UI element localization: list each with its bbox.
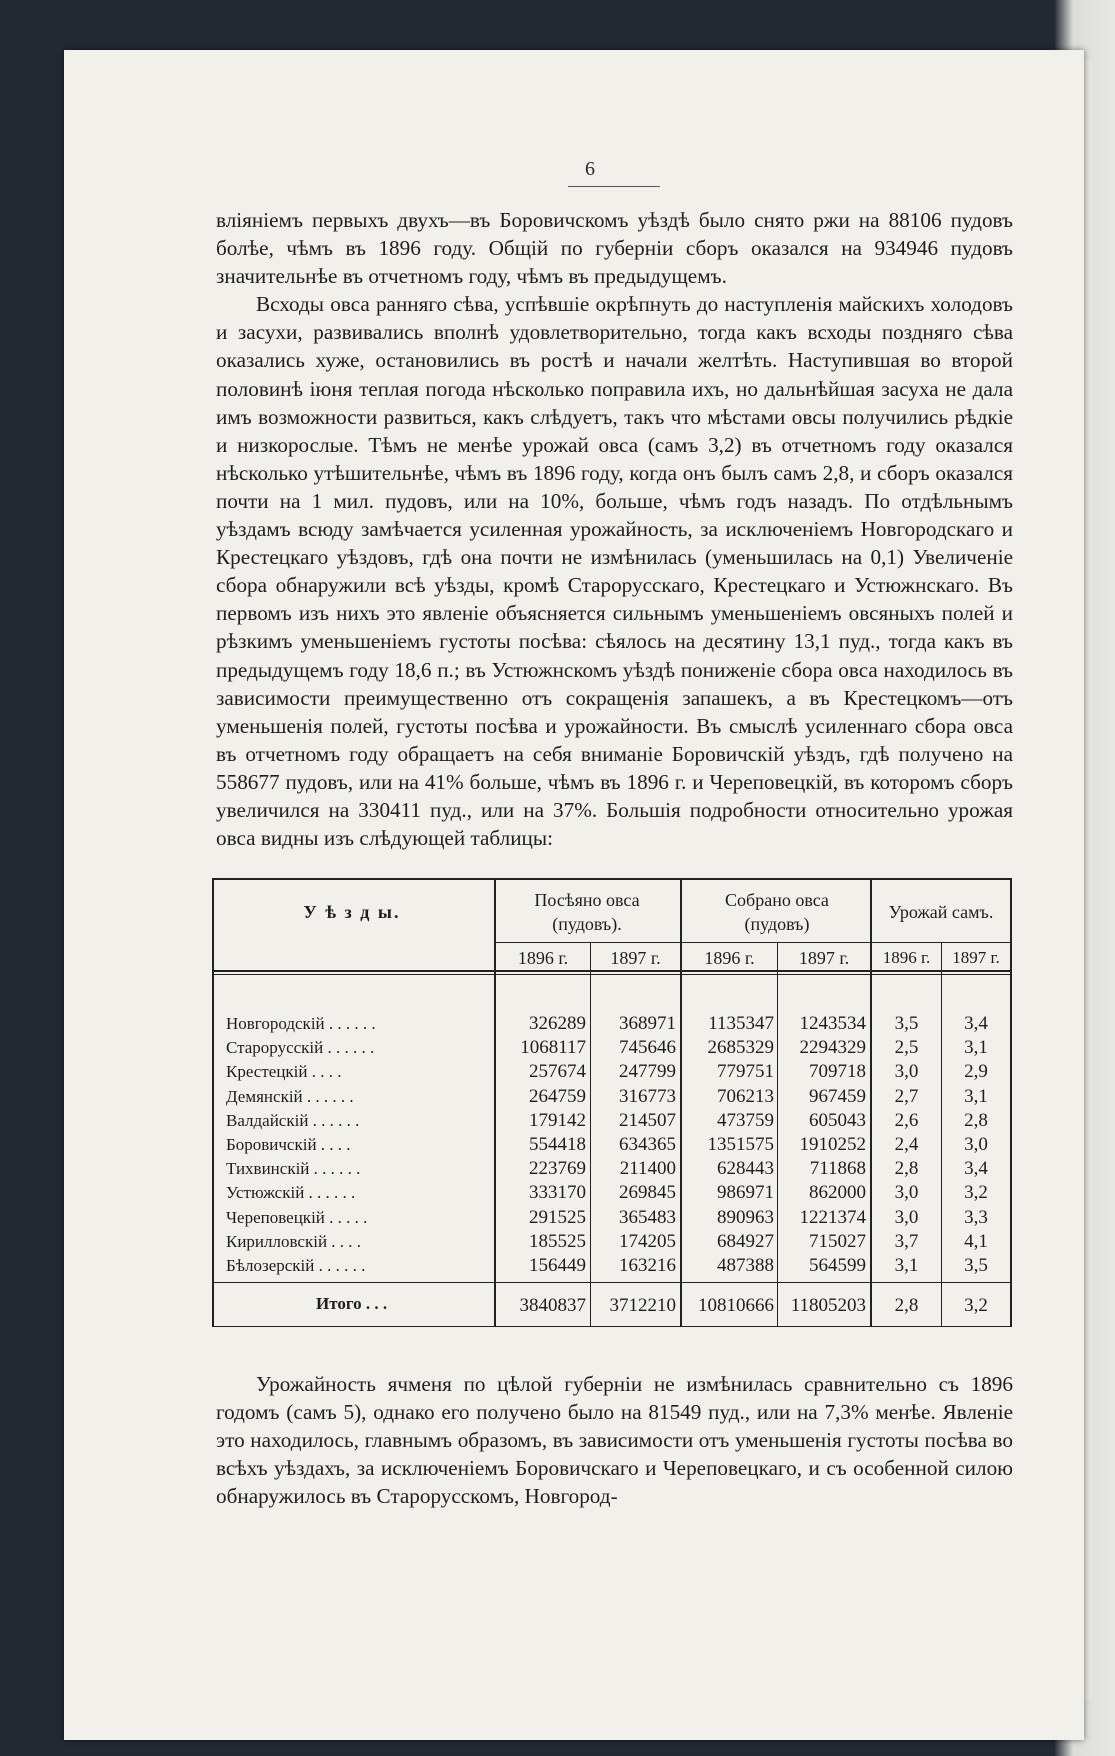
header-collected-1896: 1896 г. [704,948,755,968]
cell-y96: 2,4 [894,1134,919,1155]
row-district-name: Устюжскій . . . . . . [226,1183,356,1203]
cell-c96: 473759 [717,1109,774,1131]
cell-s96: 264759 [529,1085,586,1107]
page-number: 6 [585,158,595,180]
cell-y97: 3,0 [964,1134,988,1155]
cell-c96: 1135347 [708,1013,774,1034]
row-district-name: Старорусскій . . . . . . [226,1038,375,1058]
header-sown-1896: 1896 г. [517,948,569,968]
cell-s97: 174205 [619,1230,676,1252]
total-yield-1897: 3,2 [964,1295,988,1316]
cell-y97: 3,1 [964,1085,988,1107]
cell-s97: 745646 [619,1037,676,1059]
row-district-name: Боровичскій . . . . [226,1135,351,1154]
cell-y96: 3,1 [894,1255,919,1276]
cell-s97: 269845 [619,1182,676,1204]
row-district-name: Кирилловскій . . . . [226,1231,362,1251]
header-sown-1897: 1897 г. [610,948,661,968]
cell-c96: 2685329 [707,1037,774,1059]
header-collected: Собрано овса (пудовъ) [725,890,829,934]
cell-s96: 185525 [529,1230,586,1252]
cell-c97: 715027 [809,1230,866,1252]
row-district-name: Череповецкій . . . . . [226,1207,368,1227]
cell-c96: 779751 [717,1061,774,1083]
cell-c97: 709718 [809,1061,866,1083]
cell-s96: 179142 [529,1109,586,1131]
cell-y96: 2,6 [894,1109,919,1131]
text-block-top [216,206,1013,852]
cell-c97: 605043 [809,1109,866,1131]
cell-s96: 1068117 [520,1037,586,1059]
cell-c97: 1910252 [799,1134,866,1155]
cell-s96: 554418 [529,1134,586,1155]
row-district-name: Крестецкій . . . . [226,1062,342,1082]
header-yield: Урожай самъ. [888,902,994,922]
cell-s97: 163216 [619,1255,676,1276]
cell-y97: 2,9 [964,1061,988,1083]
cell-y97: 3,1 [964,1037,988,1059]
cell-y96: 2,5 [894,1037,919,1059]
cell-s97: 316773 [619,1085,676,1107]
total-collected-1897: 11805203 [790,1295,866,1316]
cell-c97: 862000 [809,1182,866,1204]
cell-c97: 1243534 [799,1013,866,1034]
cell-c96: 1351575 [707,1134,774,1155]
cell-s97: 634365 [619,1134,676,1155]
cell-y96: 2,8 [894,1158,919,1180]
row-district-name: Валдайскій . . . . . . [226,1110,360,1130]
cell-y96: 3,0 [894,1206,919,1228]
cell-s96: 291525 [529,1206,586,1228]
oats-table [212,878,1012,1328]
cell-y96: 2,7 [894,1085,919,1107]
cell-s96: 326289 [529,1013,586,1034]
cell-s97: 368971 [619,1013,676,1034]
row-district-name: Тихвинскій . . . . . . [226,1159,361,1179]
cell-s96: 156449 [529,1255,586,1276]
cell-s97: 211400 [619,1158,676,1180]
cell-y97: 3,5 [964,1255,988,1276]
cell-y97: 2,8 [964,1109,988,1131]
cell-c96: 890963 [717,1206,774,1228]
header-sown: Посѣяно овса (пудовъ). [534,890,640,934]
cell-c97: 564599 [809,1255,866,1276]
row-district-name: Бѣлозерскій . . . . . . [226,1256,366,1275]
cell-c97: 2294329 [799,1037,866,1059]
cell-c96: 684927 [717,1230,774,1252]
paragraph: Урожайность ячменя по цѣлой губерніи не измѣнилась сравнительно съ 1896 годомъ (самъ 5), однако его получено было на 81549 пуд., или на 7,3% менѣе. Явленіе это находилось, главнымъ образомъ, въ зависимости отъ уменьшенія густоты посѣва во всѣхъ уѣздахъ, за исключеніемъ Боровичскаго и Череповецкаго, и съ особенной силою обнаружилось въ Старорусскомъ, Новгород- [216,1372,1013,1509]
row-district-name: Демянскій . . . . . . [226,1086,354,1106]
header-yield-1897: 1897 г. [952,948,1000,967]
total-sown-1896: 3840837 [519,1295,586,1316]
cell-c97: 1221374 [799,1206,866,1228]
cell-y97: 3,3 [964,1206,988,1228]
cell-s97: 214507 [619,1109,676,1131]
paragraph: вліяніемъ первыхъ двухъ—въ Боровичскомъ уѣздѣ было снято ржи на 88106 пудовъ болѣе, чѣмъ въ 1896 году. Общій по губерніи сборъ оказался на 934946 пудовъ значительнѣе въ отчетномъ году, чѣмъ въ предыдущемъ. [216,208,1013,289]
cell-s96: 257674 [529,1061,586,1083]
cell-s96: 333170 [529,1182,586,1204]
cell-c97: 711868 [809,1158,866,1180]
total-yield-1896: 2,8 [894,1295,919,1316]
cell-c97: 967459 [809,1085,866,1107]
page-number-rule [568,186,660,187]
header-yield-1896: 1896 г. [882,948,931,967]
cell-c96: 986971 [717,1182,774,1204]
cell-y97: 3,4 [964,1158,988,1180]
cell-c96: 487388 [717,1255,774,1276]
total-label: Итого . . . [316,1294,388,1313]
cell-c96: 628443 [717,1158,774,1180]
cell-y96: 3,7 [894,1230,919,1252]
cell-y96: 3,0 [894,1182,919,1204]
paragraph: Всходы овса ранняго сѣва, успѣвшіе окрѣпнуть до наступленія майскихъ холодовъ и засухи, развивались вполнѣ удовлетворительно, тогда какъ всходы поздняго сѣва оказались хуже, остановились въ ростѣ и начали желтѣть. Наступившая во второй половинѣ іюня теплая погода нѣсколько поправила ихъ, но дальнѣйшая засуха не дала имъ возможности развиться, какъ слѣдуетъ, такъ что мѣстами овсы получились рѣдкіе и низкорослые. Тѣмъ не менѣе урожай овса (самъ 3,2) въ отчетномъ году оказался нѣсколько утѣшительнѣе, чѣмъ въ 1896 году, когда онъ былъ самъ 2,8, и сборъ оказался почти на 1 мил. пудовъ, или на 10%, больше, чѣмъ годъ назадъ. По отдѣльнымъ уѣздамъ всюду замѣчается усиленная урожайность, за исключеніемъ Новгородскаго и Крестецкаго уѣздовъ, гдѣ она почти не измѣнилась (уменьшилась на 0,1) Увеличеніе сбора обнаружили всѣ уѣзды, кромѣ Старорусскаго, Крестецкаго и Устюжнскаго. Въ первомъ изъ нихъ это явленіе объясняется сильнымъ уменьшеніемъ овсяныхъ полей и рѣзкимъ уменьшеніемъ густоты посѣва: сѣялось на десятину 13,1 пуд., тогда какъ въ предыдущемъ году 18,6 п.; въ Устюжнскомъ уѣздѣ пониженіе сбора овса находилось въ зависимости преимущественно отъ сокращенія запашекъ, а въ Крестецкомъ—отъ уменьшенія полей, густоты посѣва и урожайности. Въ смыслѣ усиленнаго сбора овса въ отчетномъ году обращаетъ на себя вниманіе Боровичскій уѣздъ, гдѣ получено на 558677 пудовъ, или на 41% больше, чѣмъ въ 1896 г. и Череповецкій, въ которомъ сборъ увеличился на 330411 пуд., или на 37%. Большія подробности относительно урожая овса видны изъ слѣдующей таблицы: [216,292,1013,851]
total-collected-1896: 10810666 [698,1295,774,1316]
cell-y97: 4,1 [964,1230,988,1252]
cell-y97: 3,2 [964,1182,988,1204]
cell-y96: 3,5 [894,1013,919,1034]
header-district: У ѣ з д ы. [303,902,401,922]
text-block-bottom [216,1370,1013,1510]
cell-s97: 247799 [619,1061,676,1083]
cell-s96: 223769 [529,1158,586,1180]
cell-c96: 706213 [717,1085,774,1107]
cell-y96: 3,0 [894,1061,919,1083]
total-sown-1897: 3712210 [609,1295,676,1316]
row-district-name: Новгородскій . . . . . . [226,1014,376,1033]
cell-s97: 365483 [619,1206,676,1228]
header-collected-1897: 1897 г. [798,948,850,968]
cell-y97: 3,4 [964,1013,988,1034]
